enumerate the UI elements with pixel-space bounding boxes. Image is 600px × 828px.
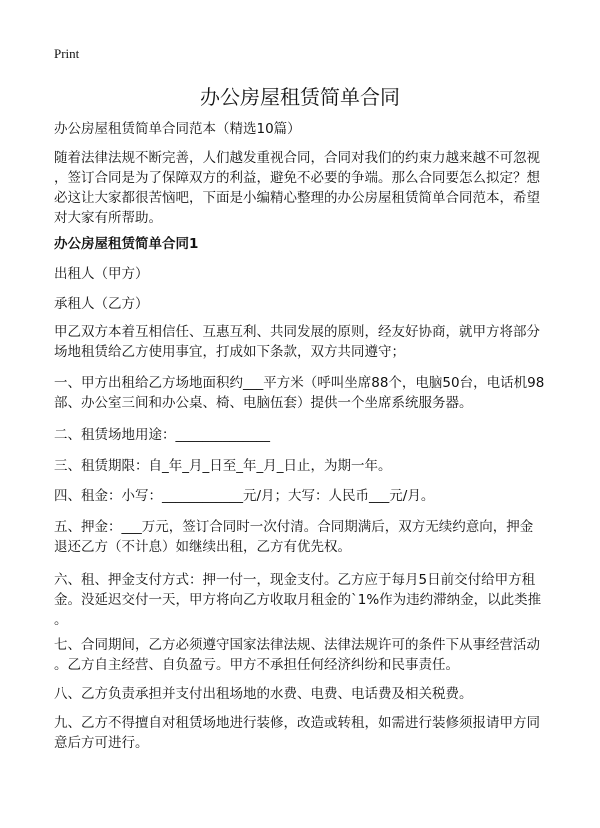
text-line: 随着法律法规不断完善，人们越发重视合同，合同对我们的约束力越来越不可忽视 [54, 150, 540, 166]
clause-8 [54, 684, 554, 704]
text-line: 九、乙方不得擅自对租赁场地进行装修，改造或转租，如需进行装修须报请甲方同 [54, 715, 540, 731]
text-line: ，签订合同是为了保障双方的利益，避免不必要的争端。那么合同要怎么拟定？想 [54, 170, 540, 186]
clause-1 [54, 373, 554, 413]
subtitle: 办公房屋租赁简单合同范本（精选10篇） [54, 121, 301, 137]
text-line: 对大家有所帮助。 [54, 210, 162, 226]
text-line: 五、押金：___万元，签订合同时一次付清。合同期满后，双方无续约意向，押金 [54, 519, 534, 535]
clause-3 [54, 456, 554, 476]
clause-2 [54, 425, 554, 445]
text-line: 一、甲方出租给乙方场地面积约___平方米（呼叫坐席88个，电脑50台，电话机98 [54, 375, 545, 391]
intro-paragraph [54, 148, 554, 228]
section-heading: 办公房屋租赁简单合同1 [54, 236, 199, 252]
text-line: 二、租赁场地用途：______________ [54, 427, 270, 443]
text-line: 部、办公室三间和办公桌、椅、电脑伍套）提供一个坐席系统服务器。 [54, 395, 473, 411]
text-line: 三、租赁期限：自_年_月_日至_年_月_日止，为期一年。 [54, 458, 392, 474]
clause-6 [54, 570, 554, 630]
text-line: 场地租赁给乙方使用事宜，打成如下条款，双方共同遵守； [54, 344, 405, 360]
text-line: 六、租、押金支付方式：押一付一，现金支付。乙方应于每月5日前交付给甲方租 [54, 572, 536, 588]
print-link[interactable]: Print [54, 46, 80, 61]
text-line: 七、合同期间，乙方必须遵守国家法律法规、法律法规许可的条件下从事经营活动 [54, 637, 540, 653]
lessor-line: 出租人（甲方） [54, 266, 149, 282]
lessee-line: 承租人（乙方） [54, 296, 149, 312]
text-line: 四、租金：小写：____________元/月；大写：人民币___元/月。 [54, 488, 435, 504]
text-line: 八、乙方负责承担并支付出租场地的水费、电费、电话费及相关税费。 [54, 686, 473, 702]
text-line: 金。没延迟交付一天，甲方将向乙方收取月租金的`1%作为违约滞纳金，以此类推 [54, 592, 542, 608]
text-line: 意后方可进行。 [54, 735, 149, 751]
document-title: 办公房屋租赁简单合同 [200, 85, 400, 109]
clause-9 [54, 713, 554, 753]
text-line: 。 [54, 612, 68, 628]
text-line: 必这让大家都很苦恼吧，下面是小编精心整理的办公房屋租赁简单合同范本，希望 [54, 190, 540, 206]
text-line: 退还乙方（不计息）如继续出租，乙方有优先权。 [54, 539, 351, 555]
clause-5 [54, 517, 554, 557]
clause-4 [54, 486, 554, 506]
text-line: 甲乙双方本着互相信任、互惠互利、共同发展的原则，经友好协商，就甲方将部分 [54, 324, 540, 340]
clause-7 [54, 635, 554, 675]
preamble-paragraph [54, 322, 554, 362]
text-line: 。乙方自主经营、自负盈亏。甲方不承担任何经济纠纷和民事责任。 [54, 657, 459, 673]
